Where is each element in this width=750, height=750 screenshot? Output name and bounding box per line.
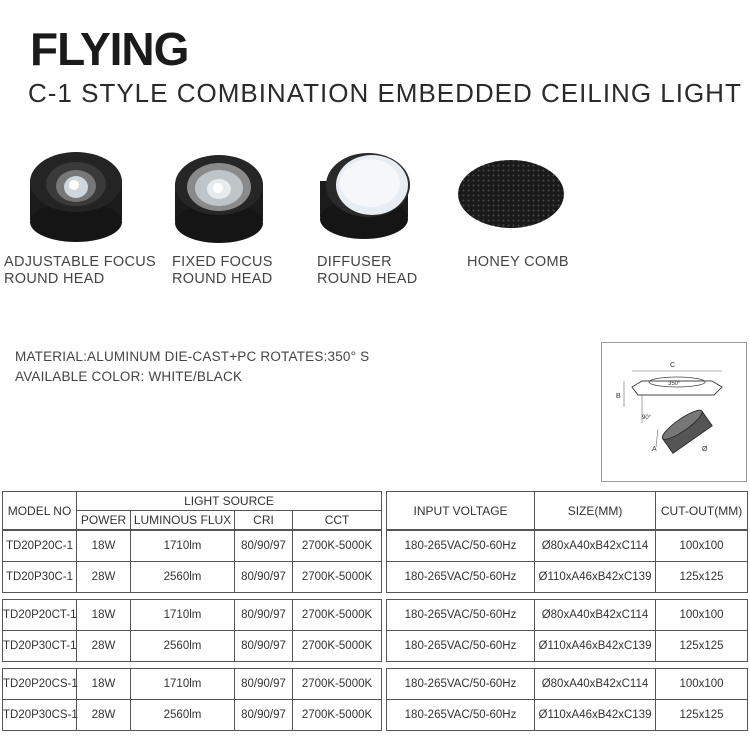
honeycomb-label: HONEY COMB: [467, 254, 569, 270]
cell-voltage: 180-265VAC/50-60Hz: [387, 531, 535, 562]
cell-cri: 80/90/97: [235, 669, 293, 700]
cell-power: 18W: [77, 600, 131, 631]
dim-label-b: B: [616, 393, 621, 400]
header-input-voltage: INPUT VOLTAGE: [387, 492, 535, 530]
cell-cutout: 125x125: [656, 631, 748, 662]
dim-label-rotation: 350°: [668, 381, 681, 387]
cell-size: Ø110xA46xB42xC139: [535, 562, 656, 593]
table-row: [3, 669, 748, 700]
spec-table-group-cs: [2, 668, 747, 731]
header-model-no: MODEL NO: [3, 492, 77, 530]
cell-voltage: 180-265VAC/50-60Hz: [387, 669, 535, 700]
product-subtitle: C-1 STYLE COMBINATION EMBEDDED CEILING LIGHT: [28, 78, 742, 108]
spec-table-header: [2, 491, 747, 530]
cell-power: 28W: [77, 631, 131, 662]
cell-model: TD20P20CS-1: [3, 669, 77, 700]
cell-size: Ø110xA46xB42xC139: [535, 700, 656, 731]
fixed-focus-label: FIXED FOCUS ROUND HEAD: [172, 254, 273, 287]
table-row: [3, 700, 748, 731]
material-spec: MATERIAL:ALUMINUM DIE-CAST+PC ROTATES:350° S: [15, 349, 370, 364]
cell-cct: 2700K-5000K: [293, 531, 382, 562]
adjustable-focus-head-image: [28, 140, 128, 244]
cell-cct: 2700K-5000K: [293, 669, 382, 700]
cell-cri: 80/90/97: [235, 631, 293, 662]
header-size: SIZE(MM): [535, 492, 656, 530]
cell-cct: 2700K-5000K: [293, 700, 382, 731]
table-row: [3, 600, 748, 631]
cell-flux: 2560lm: [131, 700, 235, 731]
cell-voltage: 180-265VAC/50-60Hz: [387, 700, 535, 731]
dim-label-c: C: [670, 362, 676, 369]
cell-model: TD20P30C-1: [3, 562, 77, 593]
cell-cutout: 100x100: [656, 669, 748, 700]
cell-cct: 2700K-5000K: [293, 600, 382, 631]
cell-power: 28W: [77, 700, 131, 731]
cell-cri: 80/90/97: [235, 562, 293, 593]
cell-flux: 1710lm: [131, 600, 235, 631]
header-cutout: CUT-OUT(MM): [656, 492, 748, 530]
cell-flux: 2560lm: [131, 631, 235, 662]
brand-title: FLYING: [30, 23, 189, 75]
cell-model: TD20P30CT-1: [3, 631, 77, 662]
header-cct: CCT: [293, 511, 382, 530]
cell-model: TD20P20CT-1: [3, 600, 77, 631]
cell-voltage: 180-265VAC/50-60Hz: [387, 562, 535, 593]
cell-model: TD20P20C-1: [3, 531, 77, 562]
cell-cutout: 125x125: [656, 700, 748, 731]
cell-voltage: 180-265VAC/50-60Hz: [387, 631, 535, 662]
cell-cri: 80/90/97: [235, 600, 293, 631]
dim-label-angle: 90°: [642, 415, 652, 421]
cell-power: 18W: [77, 669, 131, 700]
table-row: [3, 531, 748, 562]
cell-power: 18W: [77, 531, 131, 562]
table-row: [3, 631, 748, 662]
cell-size: Ø80xA40xB42xC114: [535, 600, 656, 631]
cell-cri: 80/90/97: [235, 531, 293, 562]
cell-size: Ø80xA40xB42xC114: [535, 669, 656, 700]
cell-cri: 80/90/97: [235, 700, 293, 731]
cell-cutout: 125x125: [656, 562, 748, 593]
honeycomb-image: [456, 158, 566, 230]
cell-flux: 1710lm: [131, 669, 235, 700]
color-spec: AVAILABLE COLOR: WHITE/BLACK: [15, 369, 243, 384]
cell-cutout: 100x100: [656, 600, 748, 631]
cell-size: Ø80xA40xB42xC114: [535, 531, 656, 562]
cell-model: TD20P30CS-1: [3, 700, 77, 731]
cell-cct: 2700K-5000K: [293, 562, 382, 593]
header-luminous-flux: LUMINOUS FLUX: [131, 511, 235, 530]
cell-size: Ø110xA46xB42xC139: [535, 631, 656, 662]
dimension-diagram: [601, 342, 747, 482]
cell-flux: 2560lm: [131, 562, 235, 593]
diffuser-head-image: [318, 145, 414, 241]
spec-table-group-ct: [2, 599, 747, 662]
table-row: [3, 562, 748, 593]
header-cri: CRI: [235, 511, 293, 530]
dim-label-a: A: [652, 446, 657, 453]
cell-voltage: 180-265VAC/50-60Hz: [387, 600, 535, 631]
diffuser-label: DIFFUSER ROUND HEAD: [317, 254, 418, 287]
header-light-source: LIGHT SOURCE: [77, 492, 382, 511]
dim-label-diameter: Ø: [702, 446, 708, 453]
cell-flux: 1710lm: [131, 531, 235, 562]
spec-table-group-c: [2, 530, 747, 593]
cell-cutout: 100x100: [656, 531, 748, 562]
cell-cct: 2700K-5000K: [293, 631, 382, 662]
adjustable-focus-label: ADJUSTABLE FOCUS ROUND HEAD: [4, 254, 156, 287]
cell-power: 28W: [77, 562, 131, 593]
fixed-focus-head-image: [172, 145, 268, 245]
header-power: POWER: [77, 511, 131, 530]
